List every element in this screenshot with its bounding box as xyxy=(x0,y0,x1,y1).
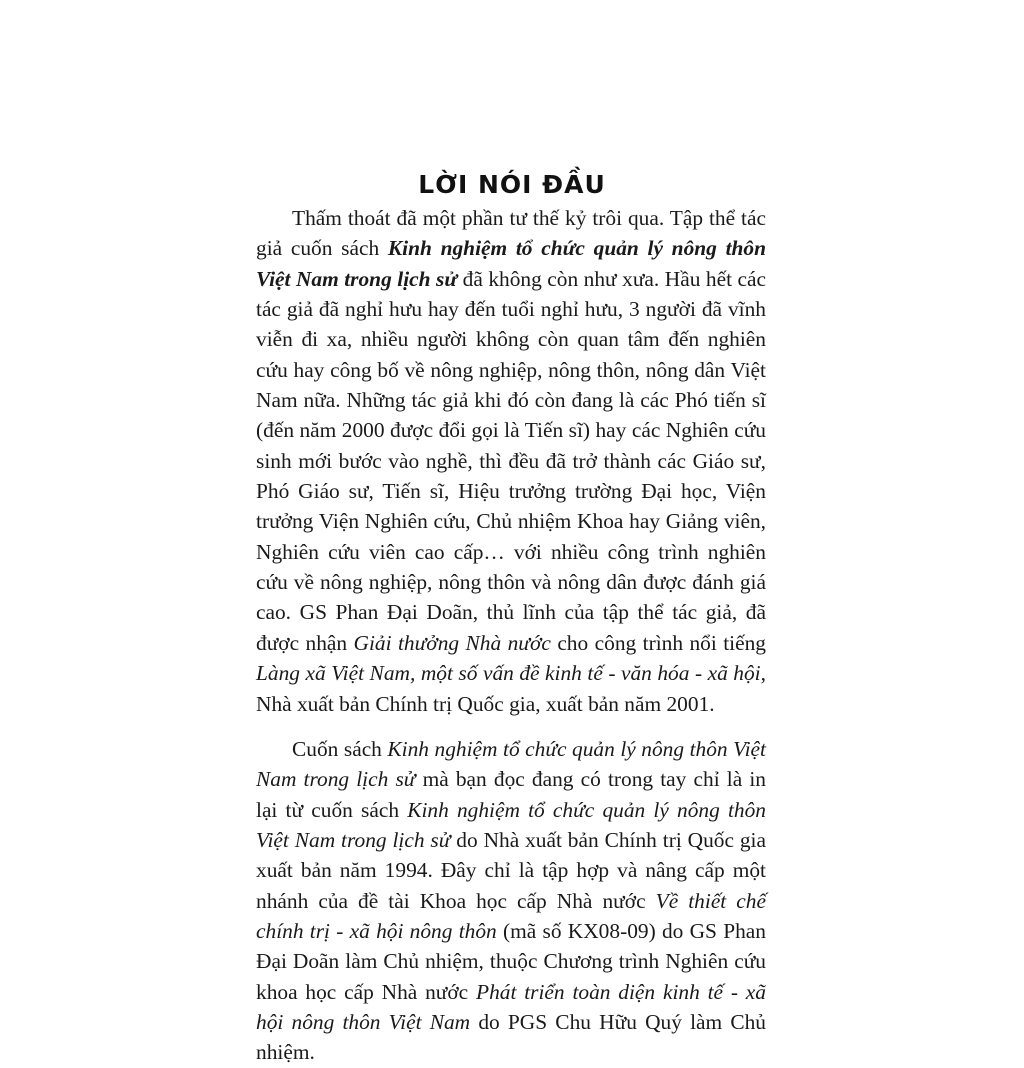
body-text xyxy=(256,203,766,1068)
award-name: Giải thưởng Nhà nước xyxy=(353,630,551,655)
paragraph-2-text: do Nhà xuất bản Chính trị Quốc gia xuất bản năm 1994. Đây chỉ là tập hợp và nâng cấp một nhánh của đề tài Khoa học cấp Nhà nước xyxy=(256,827,766,913)
paragraph-1 xyxy=(256,203,766,719)
book-title-bold-italic: Kinh nghiệm tổ chức quản lý nông thôn Việt Nam trong lịch sử xyxy=(256,236,767,291)
page-title: LỜI NÓI ĐẦU xyxy=(418,169,606,199)
work-title: Làng xã Việt Nam, một số vấn đề kinh tế - văn hóa - xã hội xyxy=(256,661,761,686)
paragraph-1-text: , Nhà xuất bản Chính trị Quốc gia, xuất bản năm 2001. xyxy=(256,661,766,716)
book-title-italic: Kinh nghiệm tổ chức quản lý nông thôn Việt Nam trong lịch sử xyxy=(256,736,766,792)
paragraph-2-text: Cuốn sách xyxy=(292,736,388,761)
book-title-italic: Kinh nghiệm tổ chức quản lý nông thôn Việt Nam trong lịch sử xyxy=(256,797,766,852)
paragraph-1-text: Thấm thoát đã một phần tư thế kỷ trôi qua. Tập thể tác giả cuốn sách xyxy=(256,206,766,261)
paragraph-2-text: (mã số KX08-09) do GS Phan Đại Doãn làm Chủ nhiệm, thuộc Chương trình Nghiên cứu khoa học cấp Nhà nước xyxy=(256,918,766,1004)
research-topic-title: Về thiết chế chính trị - xã hội nông thôn xyxy=(256,888,766,943)
paragraph-1-text: đã không còn như xưa. Hầu hết các tác giả đã nghỉ hưu hay đến tuổi nghỉ hưu, 3 người đã vĩnh viễn đi xa, nhiều người không còn quan tâm đến nghiên cứu hay công bố về nông nghiệp, nông thôn, nông dân Việt Nam nữa. Những tác giả khi đó còn đang là các Phó tiến sĩ (đến năm 2000 được đổi gọi là Tiến sĩ) hay các Nghiên cứu sinh mới bước vào nghề, thì đều đã trở thành các Giáo sư, Phó Giáo sư, Tiến sĩ, Hiệu trưởng trường Đại học, Viện trưởng Viện Nghiên cứu, Chủ nhiệm Khoa hay Giảng viên, Nghiên cứu viên cao cấp… với nhiều công trình nghiên cứu về nông nghiệp, nông thôn và nông dân được đánh giá cao. GS Phan Đại Doãn, thủ lĩnh của tập thể tác giả, đã được nhận xyxy=(256,266,766,655)
paragraph-1-text: cho công trình nổi tiếng xyxy=(550,630,766,655)
paragraph-2-text: mà bạn đọc đang có trong tay chỉ là in lại từ cuốn sách xyxy=(256,767,766,822)
program-title: Phát triển toàn diện kinh tế - xã hội nông thôn Việt Nam xyxy=(256,979,766,1034)
paragraph-2-text: do PGS Chu Hữu Quý làm Chủ nhiệm. xyxy=(256,1009,766,1065)
paragraph-2 xyxy=(256,734,766,1068)
